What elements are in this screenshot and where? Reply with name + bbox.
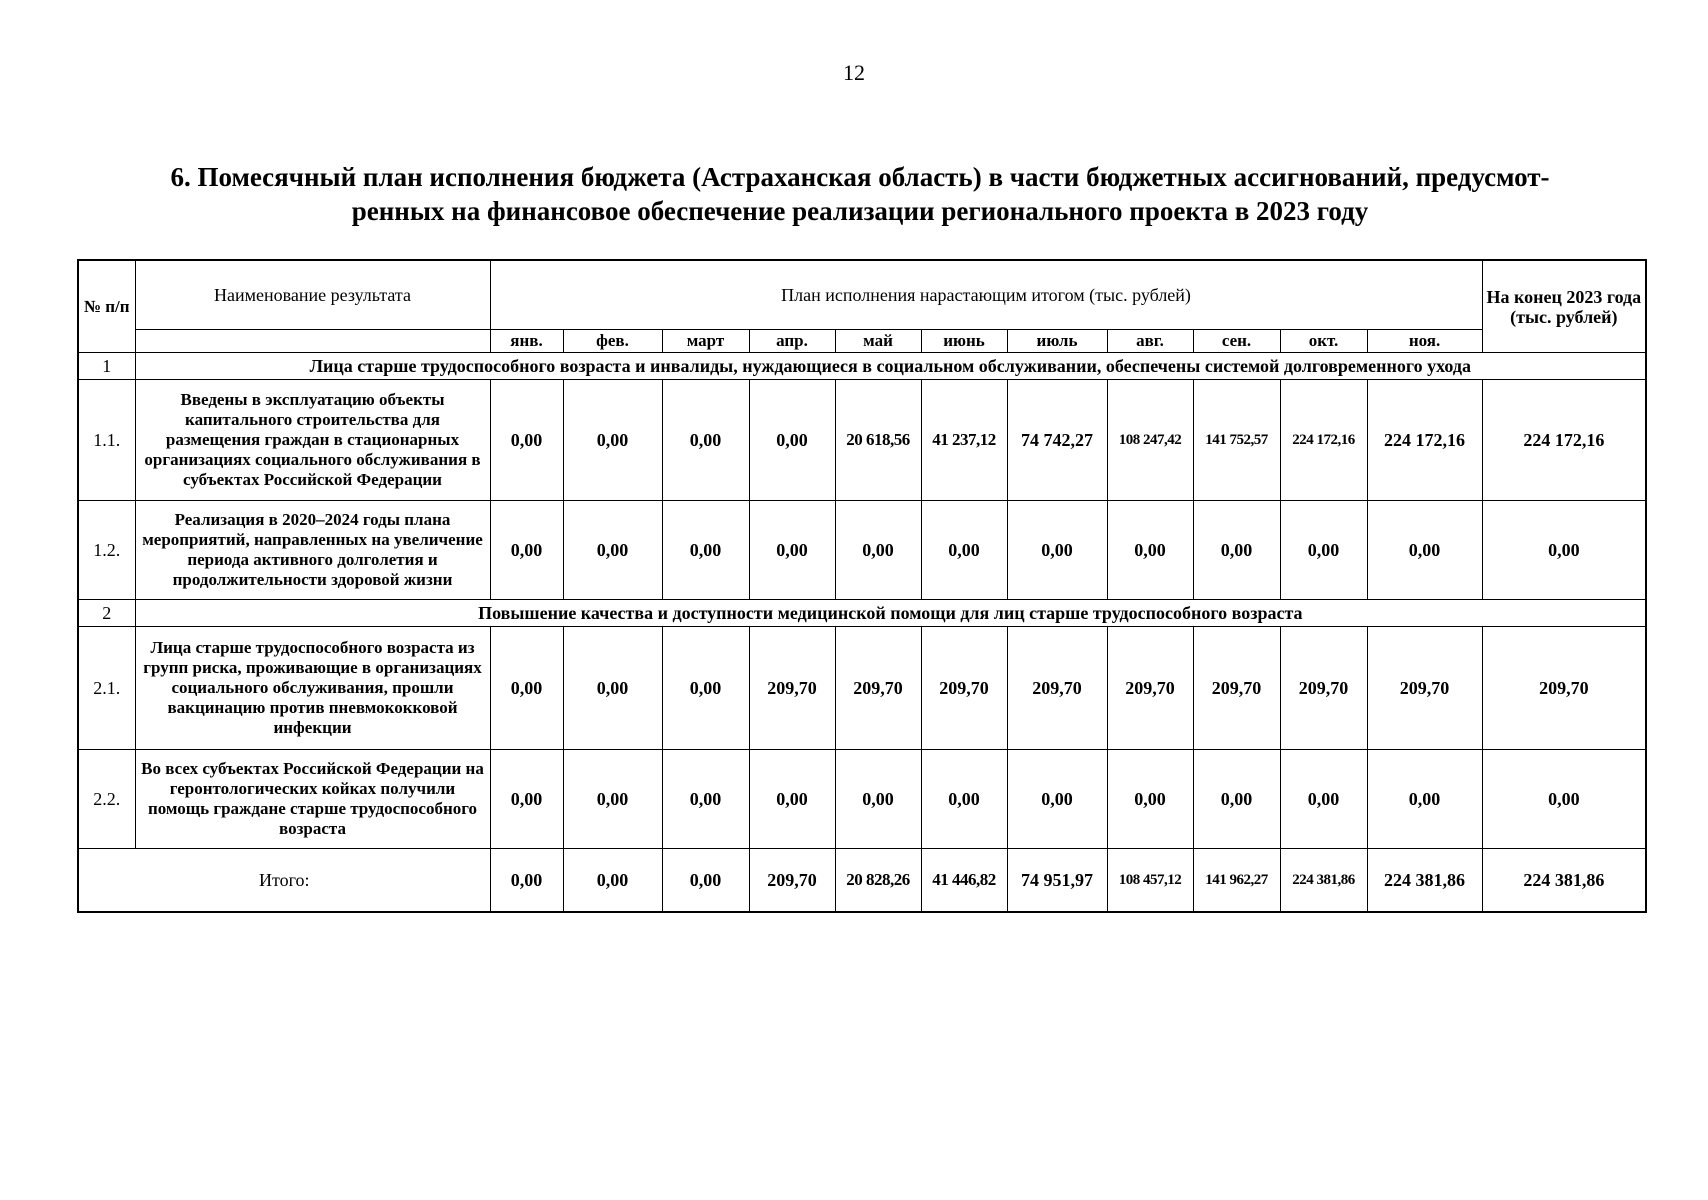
row-value: 0,00 <box>749 380 835 501</box>
header-row <box>78 260 1646 330</box>
month-header: ноя. <box>1367 330 1482 353</box>
row-name: Во всех субъектах Российской Федерации на геронтологических койках получили помощь граждане старше трудоспособного возраста <box>135 750 490 849</box>
row-value: 209,70 <box>749 627 835 750</box>
row-value: 0,00 <box>921 750 1007 849</box>
total-value: 41 446,82 <box>921 849 1007 913</box>
row-value: 224 172,16 <box>1280 380 1367 501</box>
row-value: 0,00 <box>662 380 749 501</box>
row-value: 0,00 <box>662 750 749 849</box>
row-value: 74 742,27 <box>1007 380 1107 501</box>
row-value: 209,70 <box>1007 627 1107 750</box>
header-name: Наименование результата <box>135 260 490 330</box>
row-value: 209,70 <box>1280 627 1367 750</box>
table-row <box>78 380 1646 501</box>
row-num: 2.2. <box>78 750 135 849</box>
row-value: 0,00 <box>1107 501 1193 600</box>
month-header: янв. <box>490 330 563 353</box>
row-value: 0,00 <box>921 501 1007 600</box>
total-value: 224 381,86 <box>1280 849 1367 913</box>
title-line-2: ренных на финансовое обеспечение реализации регионального проекта в 2023 году <box>351 196 1369 226</box>
row-value: 0,00 <box>1280 501 1367 600</box>
month-header: апр. <box>749 330 835 353</box>
row-value: 0,00 <box>490 627 563 750</box>
row-value: 209,70 <box>835 627 921 750</box>
row-value: 0,00 <box>1367 750 1482 849</box>
total-value: 209,70 <box>749 849 835 913</box>
header-num: № п/п <box>78 260 135 353</box>
row-value: 0,00 <box>1107 750 1193 849</box>
row-value: 0,00 <box>835 501 921 600</box>
total-row <box>78 849 1646 913</box>
row-end-value: 224 172,16 <box>1482 380 1646 501</box>
row-name: Реализация в 2020–2024 годы плана мероприятий, направленных на увеличение периода активного долголетия и продолжительности здоровой жизни <box>135 501 490 600</box>
row-value: 141 752,57 <box>1193 380 1280 501</box>
document-title <box>160 160 1560 228</box>
total-value: 74 951,97 <box>1007 849 1107 913</box>
month-header: июнь <box>921 330 1007 353</box>
row-value: 0,00 <box>1367 501 1482 600</box>
row-value: 0,00 <box>490 501 563 600</box>
month-header: май <box>835 330 921 353</box>
month-header: окт. <box>1280 330 1367 353</box>
row-end-value: 0,00 <box>1482 501 1646 600</box>
row-value: 0,00 <box>1193 501 1280 600</box>
section-num: 1 <box>78 353 135 380</box>
row-value: 0,00 <box>1007 750 1107 849</box>
row-end-value: 209,70 <box>1482 627 1646 750</box>
table-row <box>78 750 1646 849</box>
row-value: 0,00 <box>749 750 835 849</box>
header-name-blank <box>135 330 490 353</box>
row-name: Введены в эксплуатацию объекты капитального строительства для размещения граждан в стационарных организациях социального обслуживания в субъектах Российской Федерации <box>135 380 490 501</box>
section-row <box>78 600 1646 627</box>
row-value: 209,70 <box>1367 627 1482 750</box>
total-value: 141 962,27 <box>1193 849 1280 913</box>
page-number: 12 <box>843 60 865 85</box>
month-header: авг. <box>1107 330 1193 353</box>
row-end-value: 0,00 <box>1482 750 1646 849</box>
row-num: 1.1. <box>78 380 135 501</box>
row-value: 224 172,16 <box>1367 380 1482 501</box>
row-value: 0,00 <box>563 380 662 501</box>
total-value: 0,00 <box>490 849 563 913</box>
header-end: На конец 2023 года (тыс. рублей) <box>1482 260 1646 353</box>
total-value: 20 828,26 <box>835 849 921 913</box>
row-num: 2.1. <box>78 627 135 750</box>
row-value: 41 237,12 <box>921 380 1007 501</box>
month-header: март <box>662 330 749 353</box>
row-value: 0,00 <box>749 501 835 600</box>
row-value: 0,00 <box>835 750 921 849</box>
row-value: 0,00 <box>662 501 749 600</box>
row-value: 0,00 <box>563 501 662 600</box>
row-value: 209,70 <box>1107 627 1193 750</box>
row-value: 0,00 <box>1007 501 1107 600</box>
row-name: Лица старше трудоспособного возраста из групп риска, проживающие в организациях социального обслуживания, прошли вакцинацию против пневмококковой инфекции <box>135 627 490 750</box>
title-line-1: 6. Помесячный план исполнения бюджета (Астраханская область) в части бюджетных ассигнований, предусмот- <box>170 162 1550 192</box>
row-num: 1.2. <box>78 501 135 600</box>
section-title: Повышение качества и доступности медицинской помощи для лиц старше трудоспособного возраста <box>135 600 1646 627</box>
table-row <box>78 501 1646 600</box>
month-header: июль <box>1007 330 1107 353</box>
row-value: 0,00 <box>490 750 563 849</box>
table-row <box>78 627 1646 750</box>
section-title: Лица старше трудоспособного возраста и инвалиды, нуждающиеся в социальном обслуживании, обеспечены системой долговременного ухода <box>135 353 1646 380</box>
row-value: 209,70 <box>1193 627 1280 750</box>
row-value: 0,00 <box>1193 750 1280 849</box>
month-header: сен. <box>1193 330 1280 353</box>
header-plan: План исполнения нарастающим итогом (тыс. рублей) <box>490 260 1482 330</box>
row-value: 108 247,42 <box>1107 380 1193 501</box>
total-value: 0,00 <box>662 849 749 913</box>
total-value: 224 381,86 <box>1367 849 1482 913</box>
total-value: 0,00 <box>563 849 662 913</box>
row-value: 20 618,56 <box>835 380 921 501</box>
budget-plan-table <box>77 259 1647 913</box>
total-end-value: 224 381,86 <box>1482 849 1646 913</box>
row-value: 0,00 <box>563 750 662 849</box>
section-row <box>78 353 1646 380</box>
total-value: 108 457,12 <box>1107 849 1193 913</box>
total-label: Итого: <box>78 849 490 913</box>
month-header: фев. <box>563 330 662 353</box>
section-num: 2 <box>78 600 135 627</box>
row-value: 0,00 <box>490 380 563 501</box>
month-row <box>78 330 1646 353</box>
row-value: 0,00 <box>1280 750 1367 849</box>
row-value: 209,70 <box>921 627 1007 750</box>
row-value: 0,00 <box>662 627 749 750</box>
row-value: 0,00 <box>563 627 662 750</box>
